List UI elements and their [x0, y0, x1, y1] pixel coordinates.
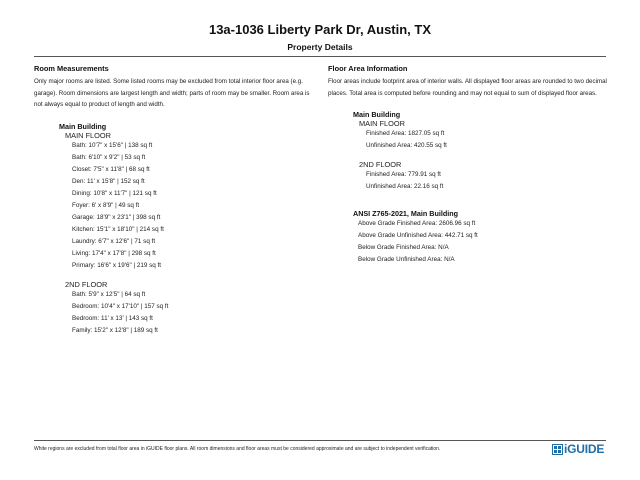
room-item: Dining: 10'8" x 11'7" | 121 sq ft: [72, 189, 157, 197]
room-item: Bath: 10'7" x 15'6" | 138 sq ft: [72, 141, 153, 149]
header-divider: [34, 56, 606, 57]
room-item: Garage: 18'9" x 23'1" | 398 sq ft: [72, 213, 161, 221]
area-item-finished: Finished Area: 1827.05 sq ft: [366, 130, 445, 137]
room-item: Laundry: 6'7" x 12'6" | 71 sq ft: [72, 237, 156, 245]
area-list-2nd-floor: [328, 169, 613, 193]
footer-divider: [34, 440, 606, 441]
ansi-item: Below Grade Finished Area: N/A: [358, 244, 449, 251]
iguide-logo-text: iGUIDE: [564, 442, 605, 456]
room-item: Living: 17'4" x 17'8" | 298 sq ft: [72, 249, 156, 257]
room-list-2nd-floor: [34, 289, 319, 337]
iguide-logo: [552, 443, 604, 455]
room-item: Bedroom: 11' x 13' | 143 sq ft: [72, 314, 153, 322]
room-item: Primary: 16'6" x 19'6" | 219 sq ft: [72, 261, 162, 269]
room-item: Closet: 7'5" x 11'8" | 68 sq ft: [72, 165, 150, 173]
ansi-list: [328, 218, 613, 266]
room-measurements-section: [34, 64, 319, 337]
area-item-unfinished: Unfinished Area: 22.16 sq ft: [366, 183, 444, 190]
ansi-item: Above Grade Finished Area: 2606.96 sq ft: [358, 220, 476, 227]
room-item: Den: 11' x 15'8" | 152 sq ft: [72, 177, 145, 185]
footer-disclaimer: White regions are excluded from total floor area in iGUIDE floor plans. All room dimensions and floor areas must be considered approximate and are subject to independent verification.: [34, 446, 441, 452]
ansi-heading: ANSI Z765-2021, Main Building: [353, 209, 459, 218]
iguide-logo-icon: [552, 444, 563, 455]
area-item-unfinished: Unfinished Area: 420.55 sq ft: [366, 142, 447, 149]
ansi-item: Below Grade Unfinished Area: N/A: [358, 256, 455, 263]
area-floor-2nd-label: 2ND FLOOR: [359, 160, 402, 169]
page-title: 13a-1036 Liberty Park Dr, Austin, TX: [208, 22, 432, 37]
room-item: Foyer: 6' x 8'9" | 49 sq ft: [72, 201, 140, 209]
room-floor-2nd-label: 2ND FLOOR: [65, 279, 108, 289]
room-building-label: Main Building: [59, 121, 107, 131]
room-list-main-floor: [34, 140, 319, 272]
room-measurements-description: Only major rooms are listed. Some listed rooms may be excluded from total interior floor area (e.g. garage). Room dimensions are largest length and width; parts of room may be smaller. Room area is not always equal to product of length and width.: [34, 78, 310, 108]
floor-area-section: [328, 64, 613, 266]
floor-area-heading: Floor Area Information: [328, 64, 408, 73]
area-item-finished: Finished Area: 779.91 sq ft: [366, 171, 441, 178]
ansi-item: Above Grade Unfinished Area: 442.71 sq ft: [358, 232, 478, 239]
area-floor-main-label: MAIN FLOOR: [359, 119, 405, 128]
room-measurements-heading: Room Measurements: [34, 64, 109, 73]
area-list-main-floor: [328, 128, 613, 152]
room-item: Bedroom: 10'4" x 17'10" | 157 sq ft: [72, 302, 169, 310]
room-item: Family: 15'2" x 12'8" | 189 sq ft: [72, 326, 158, 334]
room-item: Bath: 6'10" x 9'2" | 53 sq ft: [72, 153, 146, 161]
room-item: Kitchen: 15'1" x 18'10" | 214 sq ft: [72, 225, 164, 233]
page-subtitle: Property Details: [287, 42, 353, 52]
room-item: Bath: 5'9" x 12'5" | 64 sq ft: [72, 290, 146, 298]
floor-area-description: Floor areas include footprint area of interior walls. All displayed floor areas are rounded to two decimal places. Total area is computed before rounding and may not equal to sum of displayed floor areas.: [328, 78, 607, 97]
room-floor-main-label: MAIN FLOOR: [65, 130, 111, 140]
area-building-label: Main Building: [353, 110, 401, 119]
